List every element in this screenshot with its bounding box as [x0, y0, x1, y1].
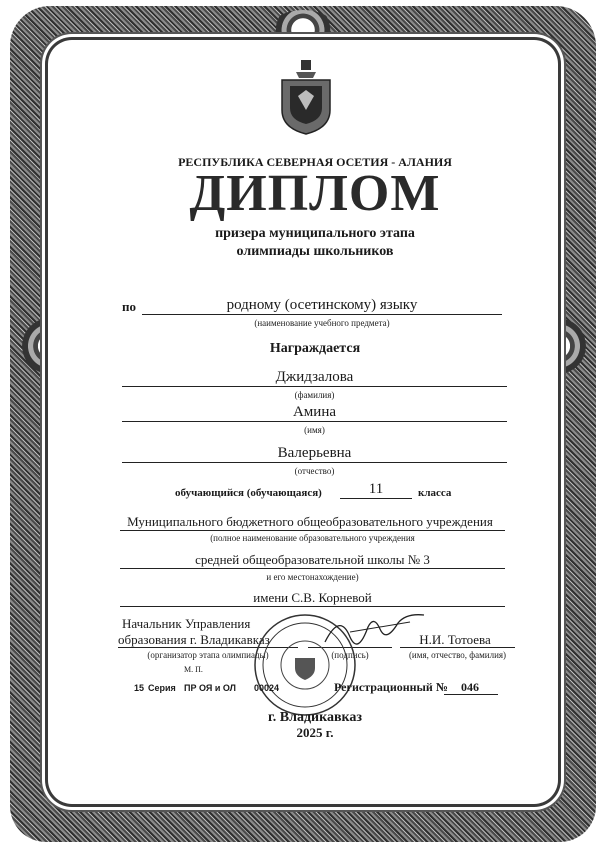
registration-label: Регистрационный №	[334, 680, 448, 694]
signature-icon	[320, 612, 430, 652]
surname-line	[122, 386, 507, 387]
school-line2-rule	[120, 568, 505, 569]
diploma-title: ДИПЛОМ	[189, 165, 441, 222]
signatory-name: Н.И. Тотоева	[419, 632, 491, 647]
year: 2025 г.	[296, 725, 334, 740]
awarded-label: Награждается	[269, 341, 361, 356]
subject-prefix: по	[122, 299, 136, 314]
republic-name: РЕСПУБЛИКА СЕВЕРНАЯ ОСЕТИЯ - АЛАНИЯ	[178, 155, 452, 169]
registration-value: 046	[461, 680, 479, 694]
patronymic-line	[122, 462, 507, 463]
school-caption1: (полное наименование образовательного учреждения	[210, 533, 415, 543]
school-caption2: и его местонахождение)	[266, 572, 359, 582]
signatory-line2: образования г. Владикавказ	[118, 632, 270, 647]
subject-caption: (наименование учебного предмета)	[254, 318, 390, 328]
serial-series: ПР ОЯ и ОЛ	[184, 683, 236, 693]
grade-value: 11	[368, 481, 384, 497]
school-line1-rule	[120, 530, 505, 531]
grade-line	[340, 498, 412, 499]
school-line3: имени С.В. Корневой	[253, 590, 372, 605]
surname-value: Джидзалова	[275, 369, 354, 385]
serial-num: 15	[134, 683, 145, 693]
surname-caption: (фамилия)	[294, 390, 335, 400]
grade-suffix: класса	[418, 487, 452, 499]
registration-rule	[444, 694, 498, 695]
name-value: Амина	[292, 404, 337, 420]
serial-series-label: Серия	[148, 683, 176, 693]
subject-value: родному (осетинскому) языку	[226, 297, 418, 313]
signatory-org-caption: (организатор этапа олимпиады)	[147, 650, 269, 660]
subtitle-line1: призера муниципального этапа	[215, 226, 415, 241]
signatory-line1: Начальник Управления	[122, 616, 251, 631]
subtitle-line2: олимпиады школьников	[236, 244, 394, 259]
patronymic-caption: (отчество)	[294, 466, 335, 476]
subject-line	[142, 314, 502, 315]
name-caption: (имя)	[304, 425, 325, 435]
name-line	[122, 421, 507, 422]
school-line1: Муниципального бюджетного общеобразовательного учреждения	[127, 514, 493, 529]
city: г. Владикавказ	[267, 710, 362, 725]
seal-place-label: М. П.	[184, 665, 203, 674]
school-line2: средней общеобразовательной школы № 3	[195, 552, 430, 567]
patronymic-value: Валерьевна	[277, 445, 352, 461]
serial-number: 00024	[254, 683, 280, 693]
coat-of-arms-icon	[276, 56, 336, 136]
grade-prefix: обучающийся (обучающаяся)	[175, 487, 322, 499]
signatory-sign-caption: (подпись)	[331, 650, 369, 660]
signatory-name-caption: (имя, отчество, фамилия)	[408, 650, 507, 660]
school-line3-rule	[120, 606, 505, 607]
